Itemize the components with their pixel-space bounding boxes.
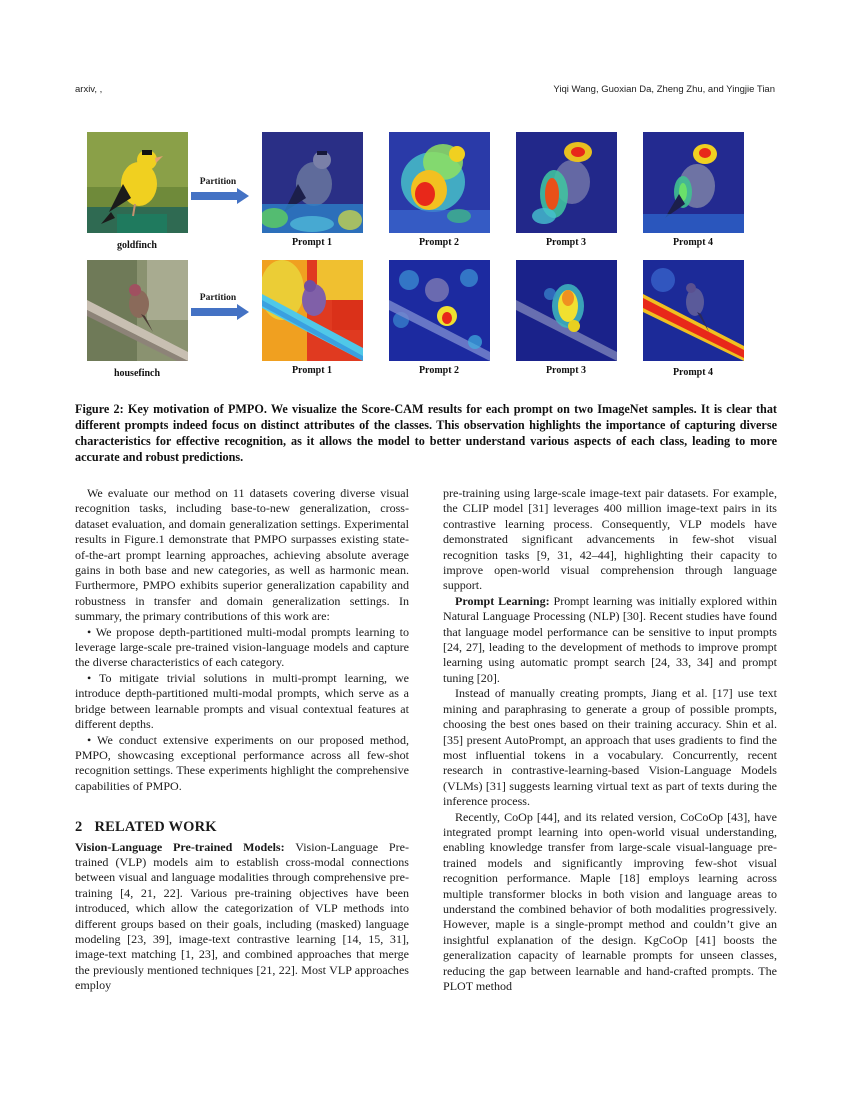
- goldfinch-prompt3-heatmap: [516, 132, 617, 233]
- housefinch-prompt1-heatmap: [262, 260, 363, 361]
- housefinch-prompt3-heatmap: [516, 260, 617, 361]
- prompt-label: Prompt 1: [291, 365, 333, 376]
- left-column: [75, 486, 409, 994]
- class-label-housefinch: housefinch: [113, 368, 161, 379]
- partition-label-2: Partition: [199, 293, 237, 303]
- prompt-label: Prompt 2: [418, 237, 460, 248]
- section-number: 2: [75, 819, 83, 836]
- intro-paragraph: We evaluate our method on 11 datasets covering diverse visual recognition tasks, including base-to-new generalization, cross-dataset evaluation, and domain generalization settings. Experimental results in Figure.1 demonstrate that PMPO surpasses existing state-of-the-art prompt learning approaches, achieving absolute average gains in both base and new categories, as well as harmonic mean. Furthermore, PMPO exhibits superior generalization capability and robustness in transfer and domain generalization settings. In summary, the primary contributions of this work are:: [75, 486, 409, 624]
- goldfinch-prompt4-heatmap: [643, 132, 744, 233]
- prompt-learning-paragraph: [443, 594, 777, 686]
- contribution-bullet: • To mitigate trivial solutions in multi-prompt learning, we introduce depth-partitioned multi-modal prompts, which serve as a bridge between learnable prompts and visual contextual features at different depths.: [75, 670, 409, 732]
- paragraph: Recently, CoOp [44], and its related version, CoCoOp [43], have integrated prompt learning into open-world visual understanding, enabling knowledge transfer from large-scale visual-language pre-trained models and significantly improving few-shot visual recognition performance. Maple [18] employs learning across multiple transformer blocks in both vision and language areas to understand the combined behavior of both modalities progressively. However, maple is a single-prompt method and couldn’t give an insightful explanation of the design. KgCoOp [41] boosts the generalization capacity of learnable prompts for unseen classes, reducing the gap between learnable and hand-crafted prompts. The PLOT method: [443, 809, 777, 993]
- housefinch-prompt4-heatmap: [643, 260, 744, 361]
- prompt-learning-text: Prompt learning was initially explored within Natural Language Processing (NLP) [30]. Recent studies have found that language model performance can be sensitive to input prompts [24, 27], leading to the development of methods to improve prompt learning using automatic prompt search [24, 33, 34] and prompt tuning [20].: [443, 593, 777, 685]
- prompt-label: Prompt 3: [545, 237, 587, 248]
- goldfinch-prompt1-heatmap: [262, 132, 363, 233]
- goldfinch-prompt2-heatmap: [389, 132, 490, 233]
- vlp-paragraph: [75, 840, 409, 994]
- partition-label-1: Partition: [199, 177, 237, 187]
- running-header-left: arxiv, ,: [75, 84, 103, 95]
- prompt-label: Prompt 4: [672, 367, 714, 378]
- vlp-heading: Vision-Language Pre-trained Models:: [75, 839, 285, 854]
- prompt-label: Prompt 1: [291, 237, 333, 248]
- contribution-bullet: • We conduct extensive experiments on our proposed method, PMPO, showcasing exceptional performance across all few-shot recognition settings. These experiments highlight the comprehensive capabilities of PMPO.: [75, 732, 409, 793]
- goldfinch-photo: [87, 132, 188, 233]
- prompt-label: Prompt 3: [545, 365, 587, 376]
- right-column: [443, 486, 777, 994]
- section-title: RELATED WORK: [94, 819, 217, 836]
- section-heading: [75, 820, 409, 835]
- figure-2: [75, 132, 775, 382]
- class-label-goldfinch: goldfinch: [116, 240, 157, 251]
- housefinch-photo: [87, 260, 188, 361]
- partition-arrow-icon: [191, 188, 249, 204]
- prompt-label: Prompt 2: [418, 365, 460, 376]
- prompt-learning-heading: Prompt Learning:: [455, 593, 550, 608]
- vlp-continuation: pre-training using large-scale image-text pair datasets. For example, the CLIP model [31] leverages 400 million image-text pairs in its contrastive learning process. Consequently, VLP models have demonstrated significant advancements in few-shot visual recognition tasks [9, 31, 42–44], highlighting their capacity to improve open-world visual comprehension through language support.: [443, 486, 777, 593]
- paragraph: Instead of manually creating prompts, Jiang et al. [17] use text mining and paraphrasing to generate a group of possible prompts, choosing the best ones based on their training accuracy. Shin et al. [35] present AutoPrompt, an approach that uses gradients to find the most influential tokens in a vocabulary. Concurrently, recent research in contrastive-learning-based Vision-Language Models (VLMs) [31] suggests learning virtual text as part of texts during the inference process.: [443, 686, 777, 809]
- housefinch-prompt2-heatmap: [389, 260, 490, 361]
- vlp-text: Vision-Language Pre-trained (VLP) models aim to establish cross-modal connections between visual and language modalities through comprehensive pre-training [4, 21, 22]. Various pre-training objectives have been introduced, which allow the categorization of VLP methods into different groups based on their goals, including (masked) language modeling [23, 39], image-text contrastive learning [14, 15, 31], image-text matching [1, 23], and combined approaches that merge the previously mentioned techniques [21, 22]. Most VLP approaches employ: [75, 839, 409, 993]
- partition-arrow-icon: [191, 304, 249, 320]
- contribution-bullet: • We propose depth-partitioned multi-modal prompts learning to leverage large-scale pre-trained vision-language models and capture the diverse characteristics of each category.: [75, 624, 409, 670]
- prompt-label: Prompt 4: [672, 237, 714, 248]
- figure-caption: Figure 2: Key motivation of PMPO. We visualize the Score-CAM results for each prompt on two ImageNet samples. It is clear that different prompts indeed focus on distinct attributes of the classes. This observation highlights the importance of capturing diverse characteristics for effective recognition, as it allows the model to better understand various aspects of each class, leading to more accurate and robust predictions.: [75, 402, 777, 464]
- running-header-authors: Yiqi Wang, Guoxian Da, Zheng Zhu, and Yingjie Tian: [553, 84, 775, 95]
